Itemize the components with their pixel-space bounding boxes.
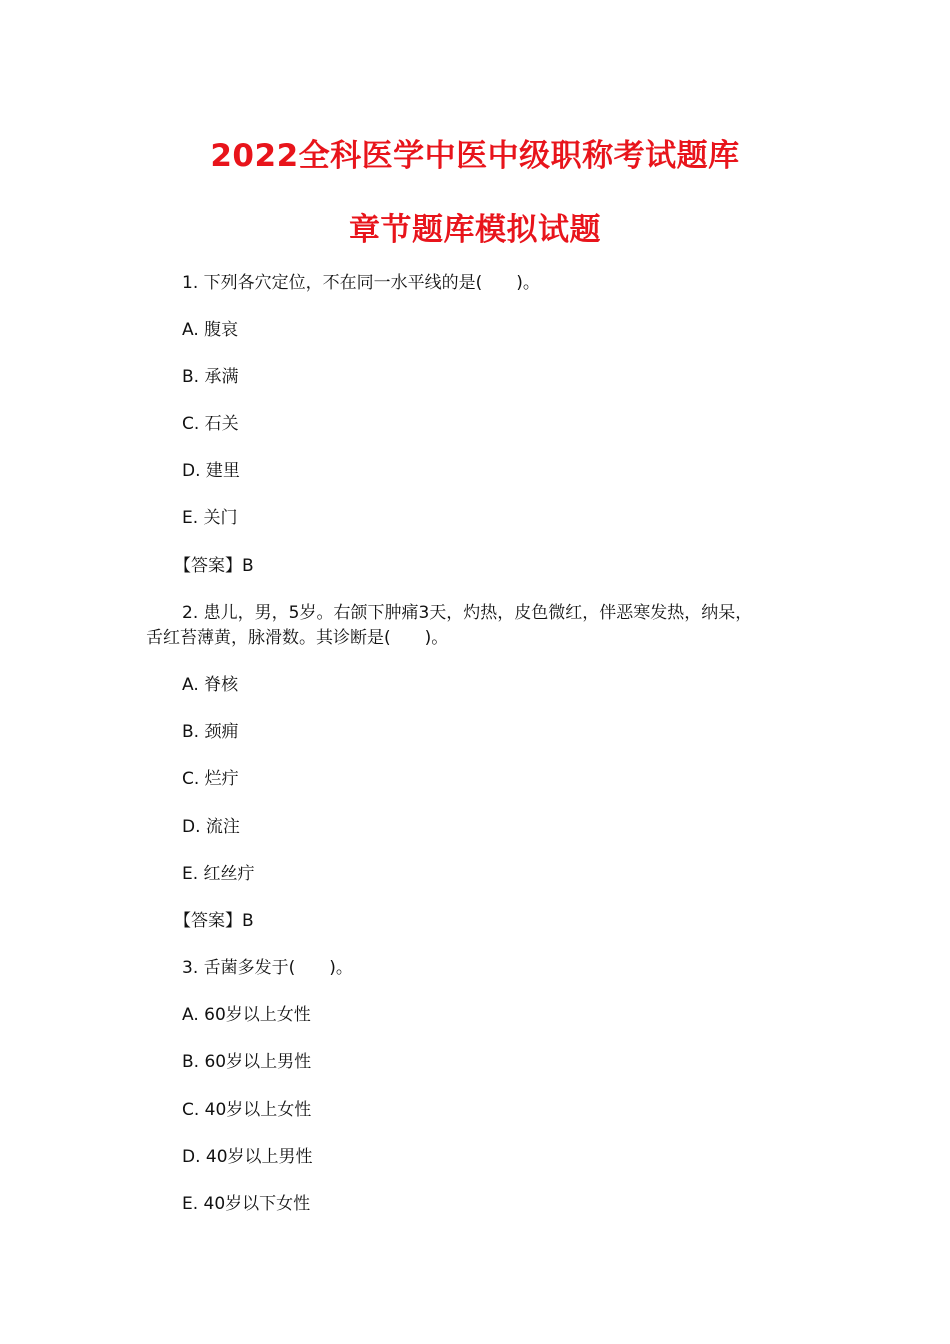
question-3-option-a: A. 60岁以上女性 (182, 1005, 311, 1025)
question-2-option-e: E. 红丝疔 (182, 864, 255, 884)
question-1-option-c: C. 石关 (182, 414, 239, 434)
question-3-option-e: E. 40岁以下女性 (182, 1194, 311, 1214)
question-1-answer: 【答案】B (174, 556, 254, 576)
question-3-option-d: D. 40岁以上男性 (182, 1147, 313, 1167)
question-1-option-e: E. 关门 (182, 508, 238, 528)
question-2-stem-line-1: 2. 患儿，男，5岁。右颌下肿痛3天，灼热，皮色微红，伴恶寒发热，纳呆， (182, 603, 753, 623)
question-1-option-a: A. 腹哀 (182, 320, 239, 340)
question-3-option-c: C. 40岁以上女性 (182, 1100, 312, 1120)
question-2-stem-line-2: 舌红苔薄黄，脉滑数。其诊断是( )。 (146, 628, 449, 648)
question-2-option-b: B. 颈痈 (182, 722, 239, 742)
document-title-line-2: 章节题库模拟试题 (349, 212, 601, 248)
question-2-answer: 【答案】B (174, 911, 254, 931)
question-1-option-d: D. 建里 (182, 461, 240, 481)
question-2-option-a: A. 脊核 (182, 675, 239, 695)
question-2-option-d: D. 流注 (182, 817, 240, 837)
question-1-stem: 1. 下列各穴定位，不在同一水平线的是( )。 (182, 273, 540, 293)
question-3-stem: 3. 舌菌多发于( )。 (182, 958, 353, 978)
question-1-option-b: B. 承满 (182, 367, 239, 387)
document-title-line-1: 2022全科医学中医中级职称考试题库 (210, 138, 740, 174)
question-2-option-c: C. 烂疔 (182, 769, 239, 789)
question-3-option-b: B. 60岁以上男性 (182, 1052, 312, 1072)
